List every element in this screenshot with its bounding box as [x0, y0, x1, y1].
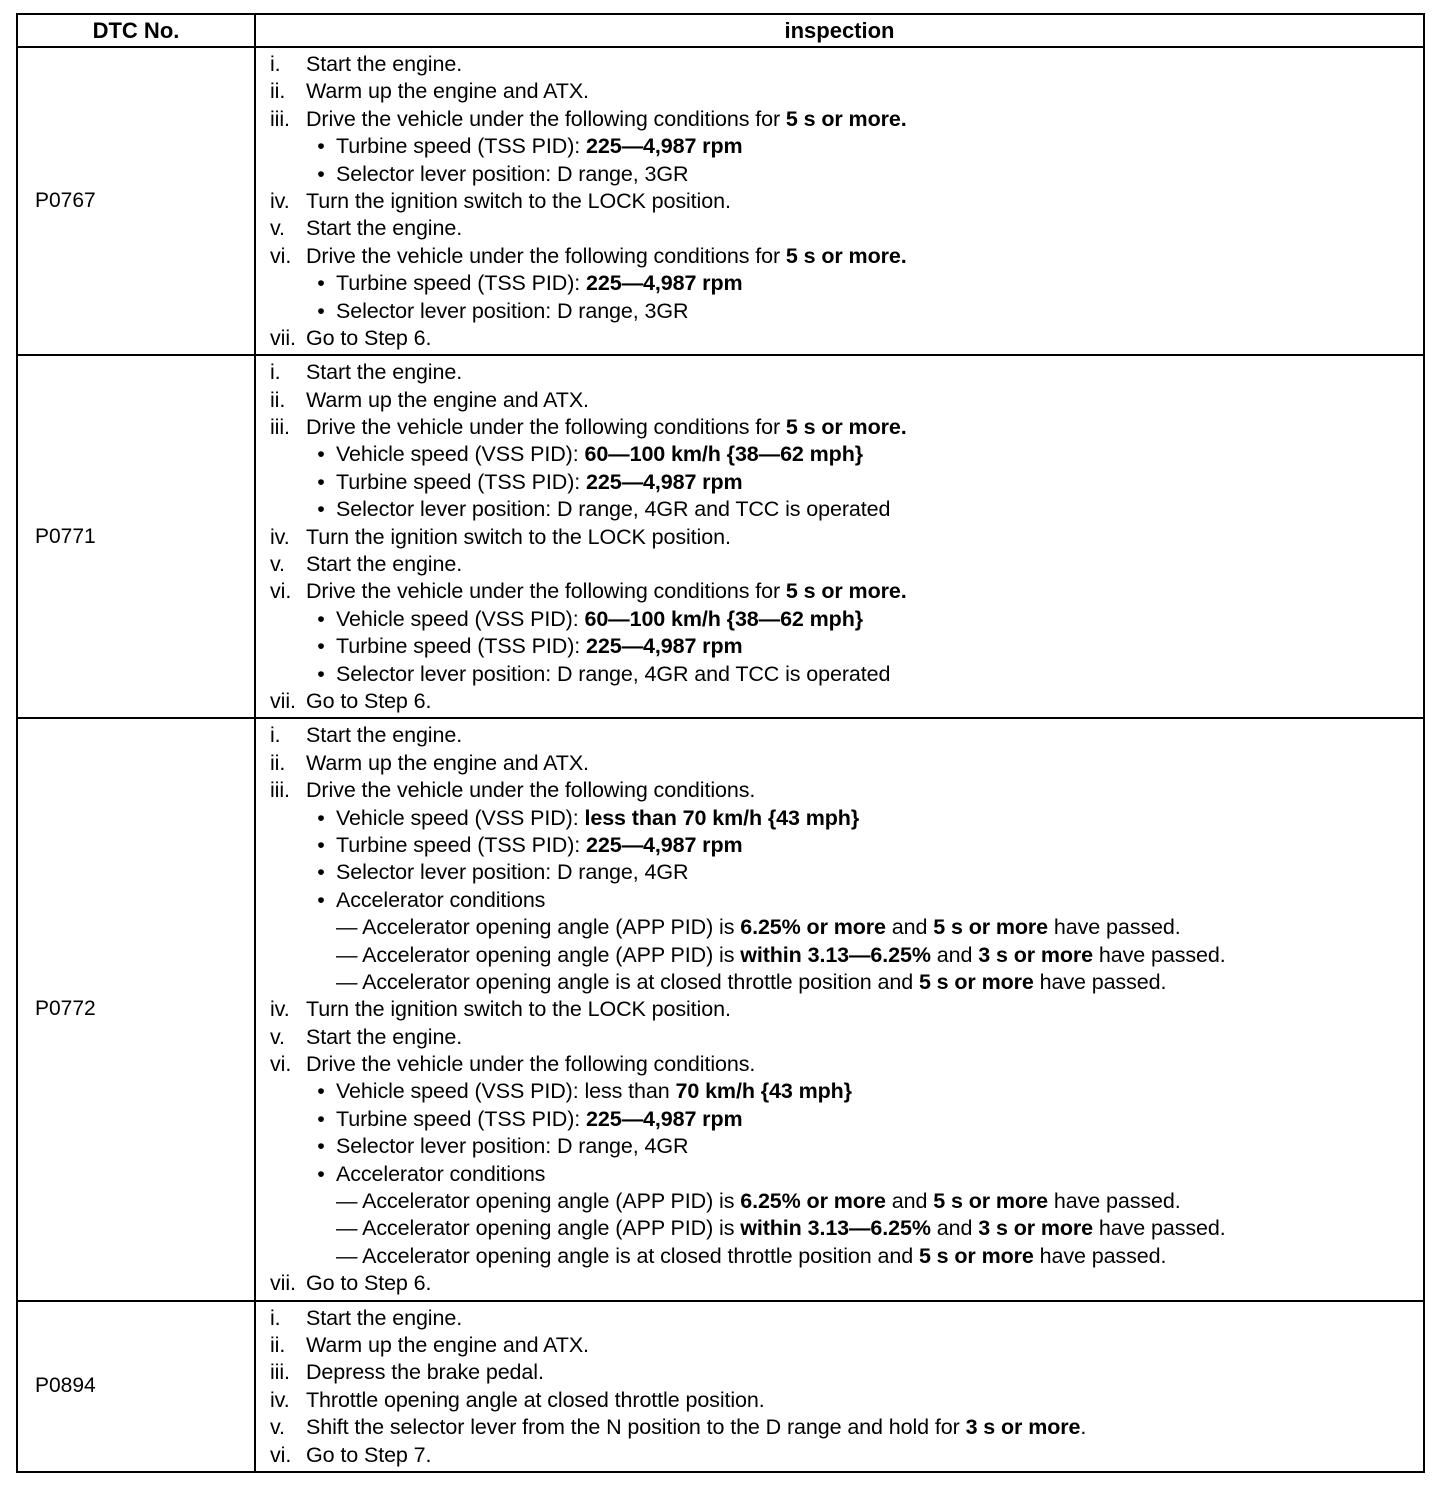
- emphasized-value: 225—4,987 rpm: [586, 271, 743, 296]
- condition-item: [270, 859, 1423, 886]
- step-number: iii.: [270, 415, 290, 440]
- bullet-icon: •: [317, 661, 325, 686]
- step-text: Turbine speed (TSS PID):: [336, 832, 587, 857]
- step-text: Depress the brake pedal.: [306, 1360, 544, 1385]
- step-number: v.: [270, 1415, 285, 1440]
- bullet-icon: •: [317, 1134, 325, 1159]
- sub-condition-item: [270, 914, 1423, 941]
- emphasized-value: 225—4,987 rpm: [586, 634, 743, 659]
- step-number: vi.: [270, 1052, 292, 1077]
- emphasized-value: 5 s or more: [933, 915, 1049, 940]
- step-item: [270, 215, 1423, 242]
- emphasized-value: 5 s or more.: [785, 415, 907, 440]
- condition-item: [270, 805, 1423, 832]
- emphasized-value: 6.25% or more: [740, 1189, 886, 1214]
- step-number: i.: [270, 1305, 281, 1330]
- bullet-icon: •: [317, 887, 325, 912]
- step-text: .: [1080, 1415, 1087, 1440]
- step-text: have passed.: [1048, 1189, 1181, 1214]
- step-item: [270, 78, 1423, 105]
- step-number: ii.: [270, 1332, 286, 1357]
- step-item: [270, 996, 1423, 1023]
- emphasized-value: within 3.13—6.25%: [740, 942, 931, 967]
- step-text: have passed.: [1093, 1216, 1226, 1241]
- step-text: Turn the ignition switch to the LOCK position.: [306, 524, 731, 549]
- step-text: Selector lever position: D range, 4GR and TCC is operated: [336, 497, 891, 522]
- bullet-icon: •: [317, 271, 325, 296]
- step-item: [270, 1359, 1423, 1386]
- step-item: [270, 1414, 1423, 1441]
- step-text: Drive the vehicle under the following conditions for: [306, 106, 786, 131]
- step-item: [270, 750, 1423, 777]
- emphasized-value: 5 s or more.: [785, 106, 907, 131]
- step-item: [270, 1024, 1423, 1051]
- step-text: Throttle opening angle at closed throttle position.: [306, 1387, 765, 1412]
- step-text: Drive the vehicle under the following conditions.: [306, 1052, 756, 1077]
- step-item: [270, 1332, 1423, 1359]
- condition-item: [270, 1106, 1423, 1133]
- step-text: Selector lever position: D range, 4GR: [336, 1134, 689, 1159]
- emphasized-value: 5 s or more: [918, 1243, 1034, 1268]
- step-text: and: [930, 1216, 979, 1241]
- bullet-icon: •: [317, 298, 325, 323]
- step-item: [270, 1442, 1423, 1469]
- sub-condition-item: [270, 1243, 1423, 1270]
- bullet-icon: •: [317, 860, 325, 885]
- emphasized-value: 70 km/h {43 mph}: [675, 1079, 852, 1104]
- step-text: Drive the vehicle under the following conditions.: [306, 778, 756, 803]
- emphasized-value: 60—100 km/h {38—62 mph}: [584, 606, 864, 631]
- step-number: i.: [270, 723, 281, 748]
- step-item: [270, 106, 1423, 133]
- step-text: Shift the selector lever from the N position to the D range and hold for: [306, 1415, 966, 1440]
- condition-item: [270, 469, 1423, 496]
- bullet-icon: •: [317, 134, 325, 159]
- step-text: — Accelerator opening angle (APP PID) is: [336, 1189, 741, 1214]
- table-body: [17, 47, 1424, 1472]
- step-text: Start the engine.: [306, 216, 463, 241]
- emphasized-value: within 3.13—6.25%: [740, 1216, 931, 1241]
- step-number: vii.: [270, 688, 296, 713]
- table-row: [17, 355, 1424, 718]
- emphasized-value: 60—100 km/h {38—62 mph}: [584, 442, 864, 467]
- step-text: Go to Step 6.: [306, 325, 432, 350]
- sub-condition-item: [270, 969, 1423, 996]
- step-text: Drive the vehicle under the following conditions for: [306, 243, 786, 268]
- inspection-steps: [255, 718, 1424, 1300]
- step-text: Turbine speed (TSS PID):: [336, 469, 587, 494]
- emphasized-value: 3 s or more: [978, 942, 1094, 967]
- step-text: Vehicle speed (VSS PID): less than: [336, 1079, 676, 1104]
- dtc-code: P0767: [17, 47, 255, 355]
- step-item: [270, 1051, 1423, 1078]
- step-number: iv.: [270, 524, 290, 549]
- header-inspection: inspection: [255, 14, 1424, 47]
- step-number: i.: [270, 52, 281, 76]
- condition-item: [270, 496, 1423, 523]
- bullet-icon: •: [317, 606, 325, 631]
- step-number: iv.: [270, 188, 290, 213]
- step-text: and: [930, 942, 979, 967]
- step-text: have passed.: [1033, 1243, 1167, 1268]
- condition-item: [270, 1161, 1423, 1188]
- step-text: Selector lever position: D range, 3GR: [336, 161, 689, 186]
- condition-item: [270, 298, 1423, 325]
- step-item: [270, 387, 1423, 414]
- step-number: iii.: [270, 778, 290, 803]
- step-text: Selector lever position: D range, 4GR and TCC is operated: [336, 661, 891, 686]
- step-item: [270, 188, 1423, 215]
- emphasized-value: less than 70 km/h {43 mph}: [584, 805, 860, 830]
- step-text: Accelerator conditions: [336, 1161, 546, 1186]
- step-item: [270, 414, 1423, 441]
- emphasized-value: 225—4,987 rpm: [586, 832, 743, 857]
- step-number: ii.: [270, 750, 286, 775]
- step-number: ii.: [270, 387, 286, 412]
- step-text: Start the engine.: [306, 1305, 463, 1330]
- step-text: Start the engine.: [306, 52, 463, 76]
- step-number: v.: [270, 552, 285, 577]
- emphasized-value: 5 s or more.: [785, 243, 907, 268]
- step-text: Turbine speed (TSS PID):: [336, 134, 587, 159]
- step-text: Start the engine.: [306, 360, 463, 385]
- step-item: [270, 688, 1423, 715]
- emphasized-value: 225—4,987 rpm: [586, 134, 743, 159]
- emphasized-value: 5 s or more.: [785, 579, 907, 604]
- step-text: have passed.: [1048, 915, 1181, 940]
- bullet-icon: •: [317, 1079, 325, 1104]
- step-text: — Accelerator opening angle (APP PID) is: [336, 1216, 741, 1241]
- step-text: have passed.: [1033, 969, 1167, 994]
- condition-item: [270, 832, 1423, 859]
- bullet-icon: •: [317, 497, 325, 522]
- dtc-inspection-table: [16, 13, 1425, 1473]
- table-row: [17, 47, 1424, 355]
- condition-item: [270, 1078, 1423, 1105]
- step-number: iv.: [270, 997, 290, 1022]
- condition-item: [270, 161, 1423, 188]
- condition-item: [270, 661, 1423, 688]
- table-row: [17, 1301, 1424, 1472]
- step-item: [270, 722, 1423, 749]
- condition-item: [270, 133, 1423, 160]
- bullet-icon: •: [317, 469, 325, 494]
- step-item: [270, 1387, 1423, 1414]
- bullet-icon: •: [317, 442, 325, 467]
- inspection-steps: [255, 1301, 1424, 1472]
- step-item: [270, 325, 1423, 352]
- step-text: Accelerator conditions: [336, 887, 546, 912]
- table-row: [17, 718, 1424, 1300]
- step-text: Selector lever position: D range, 3GR: [336, 298, 689, 323]
- step-item: [270, 524, 1423, 551]
- step-text: Vehicle speed (VSS PID):: [336, 442, 585, 467]
- dtc-code: P0894: [17, 1301, 255, 1472]
- step-text: Go to Step 7.: [306, 1442, 432, 1467]
- step-text: Go to Step 6.: [306, 1271, 432, 1296]
- emphasized-value: 6.25% or more: [740, 915, 886, 940]
- emphasized-value: 5 s or more: [933, 1189, 1049, 1214]
- emphasized-value: 225—4,987 rpm: [586, 469, 743, 494]
- step-number: vi.: [270, 579, 292, 604]
- bullet-icon: •: [317, 1161, 325, 1186]
- step-text: Vehicle speed (VSS PID):: [336, 805, 585, 830]
- emphasized-value: 3 s or more: [978, 1216, 1094, 1241]
- sub-condition-item: [270, 942, 1423, 969]
- step-item: [270, 777, 1423, 804]
- bullet-icon: •: [317, 805, 325, 830]
- step-text: Turn the ignition switch to the LOCK position.: [306, 997, 731, 1022]
- step-text: — Accelerator opening angle is at closed throttle position and: [336, 1243, 919, 1268]
- dtc-code: P0771: [17, 355, 255, 718]
- bullet-icon: •: [317, 1106, 325, 1131]
- dtc-code: P0772: [17, 718, 255, 1300]
- step-item: [270, 551, 1423, 578]
- step-number: vi.: [270, 243, 292, 268]
- step-number: vi.: [270, 1442, 292, 1467]
- emphasized-value: 3 s or more: [965, 1415, 1081, 1440]
- condition-item: [270, 441, 1423, 468]
- step-number: vii.: [270, 1271, 296, 1296]
- bullet-icon: •: [317, 161, 325, 186]
- step-item: [270, 51, 1423, 78]
- step-text: and: [885, 915, 934, 940]
- step-item: [270, 243, 1423, 270]
- step-number: i.: [270, 360, 281, 385]
- step-text: Start the engine.: [306, 552, 463, 577]
- step-item: [270, 1305, 1423, 1332]
- inspection-steps: [255, 47, 1424, 355]
- step-text: Vehicle speed (VSS PID):: [336, 606, 585, 631]
- step-text: Drive the vehicle under the following conditions for: [306, 579, 786, 604]
- step-number: v.: [270, 1024, 285, 1049]
- step-text: Turbine speed (TSS PID):: [336, 634, 587, 659]
- step-item: [270, 359, 1423, 386]
- bullet-icon: •: [317, 634, 325, 659]
- step-text: Turn the ignition switch to the LOCK position.: [306, 188, 731, 213]
- step-text: and: [885, 1189, 934, 1214]
- step-text: Turbine speed (TSS PID):: [336, 1106, 587, 1131]
- step-number: iv.: [270, 1387, 290, 1412]
- bullet-icon: •: [317, 832, 325, 857]
- condition-item: [270, 606, 1423, 633]
- condition-item: [270, 270, 1423, 297]
- step-text: Warm up the engine and ATX.: [306, 1332, 589, 1357]
- step-text: Start the engine.: [306, 723, 463, 748]
- step-number: ii.: [270, 79, 286, 104]
- header-dtc-no: DTC No.: [17, 14, 255, 47]
- step-text: Turbine speed (TSS PID):: [336, 271, 587, 296]
- emphasized-value: 225—4,987 rpm: [586, 1106, 743, 1131]
- step-number: v.: [270, 216, 285, 241]
- step-item: [270, 1270, 1423, 1297]
- step-text: Warm up the engine and ATX.: [306, 79, 589, 104]
- inspection-steps: [255, 355, 1424, 718]
- step-text: — Accelerator opening angle (APP PID) is: [336, 942, 741, 967]
- table-header-row: [17, 14, 1424, 47]
- step-item: [270, 578, 1423, 605]
- step-text: — Accelerator opening angle is at closed throttle position and: [336, 969, 919, 994]
- step-text: Go to Step 6.: [306, 688, 432, 713]
- condition-item: [270, 887, 1423, 914]
- step-text: have passed.: [1093, 942, 1226, 967]
- step-text: Drive the vehicle under the following conditions for: [306, 415, 786, 440]
- condition-item: [270, 1133, 1423, 1160]
- step-text: Warm up the engine and ATX.: [306, 387, 589, 412]
- step-text: Warm up the engine and ATX.: [306, 750, 589, 775]
- sub-condition-item: [270, 1188, 1423, 1215]
- step-number: vii.: [270, 325, 296, 350]
- step-text: — Accelerator opening angle (APP PID) is: [336, 915, 741, 940]
- step-text: Start the engine.: [306, 1024, 463, 1049]
- step-number: iii.: [270, 1360, 290, 1385]
- emphasized-value: 5 s or more: [918, 969, 1034, 994]
- step-number: iii.: [270, 106, 290, 131]
- sub-condition-item: [270, 1215, 1423, 1242]
- condition-item: [270, 633, 1423, 660]
- step-text: Selector lever position: D range, 4GR: [336, 860, 689, 885]
